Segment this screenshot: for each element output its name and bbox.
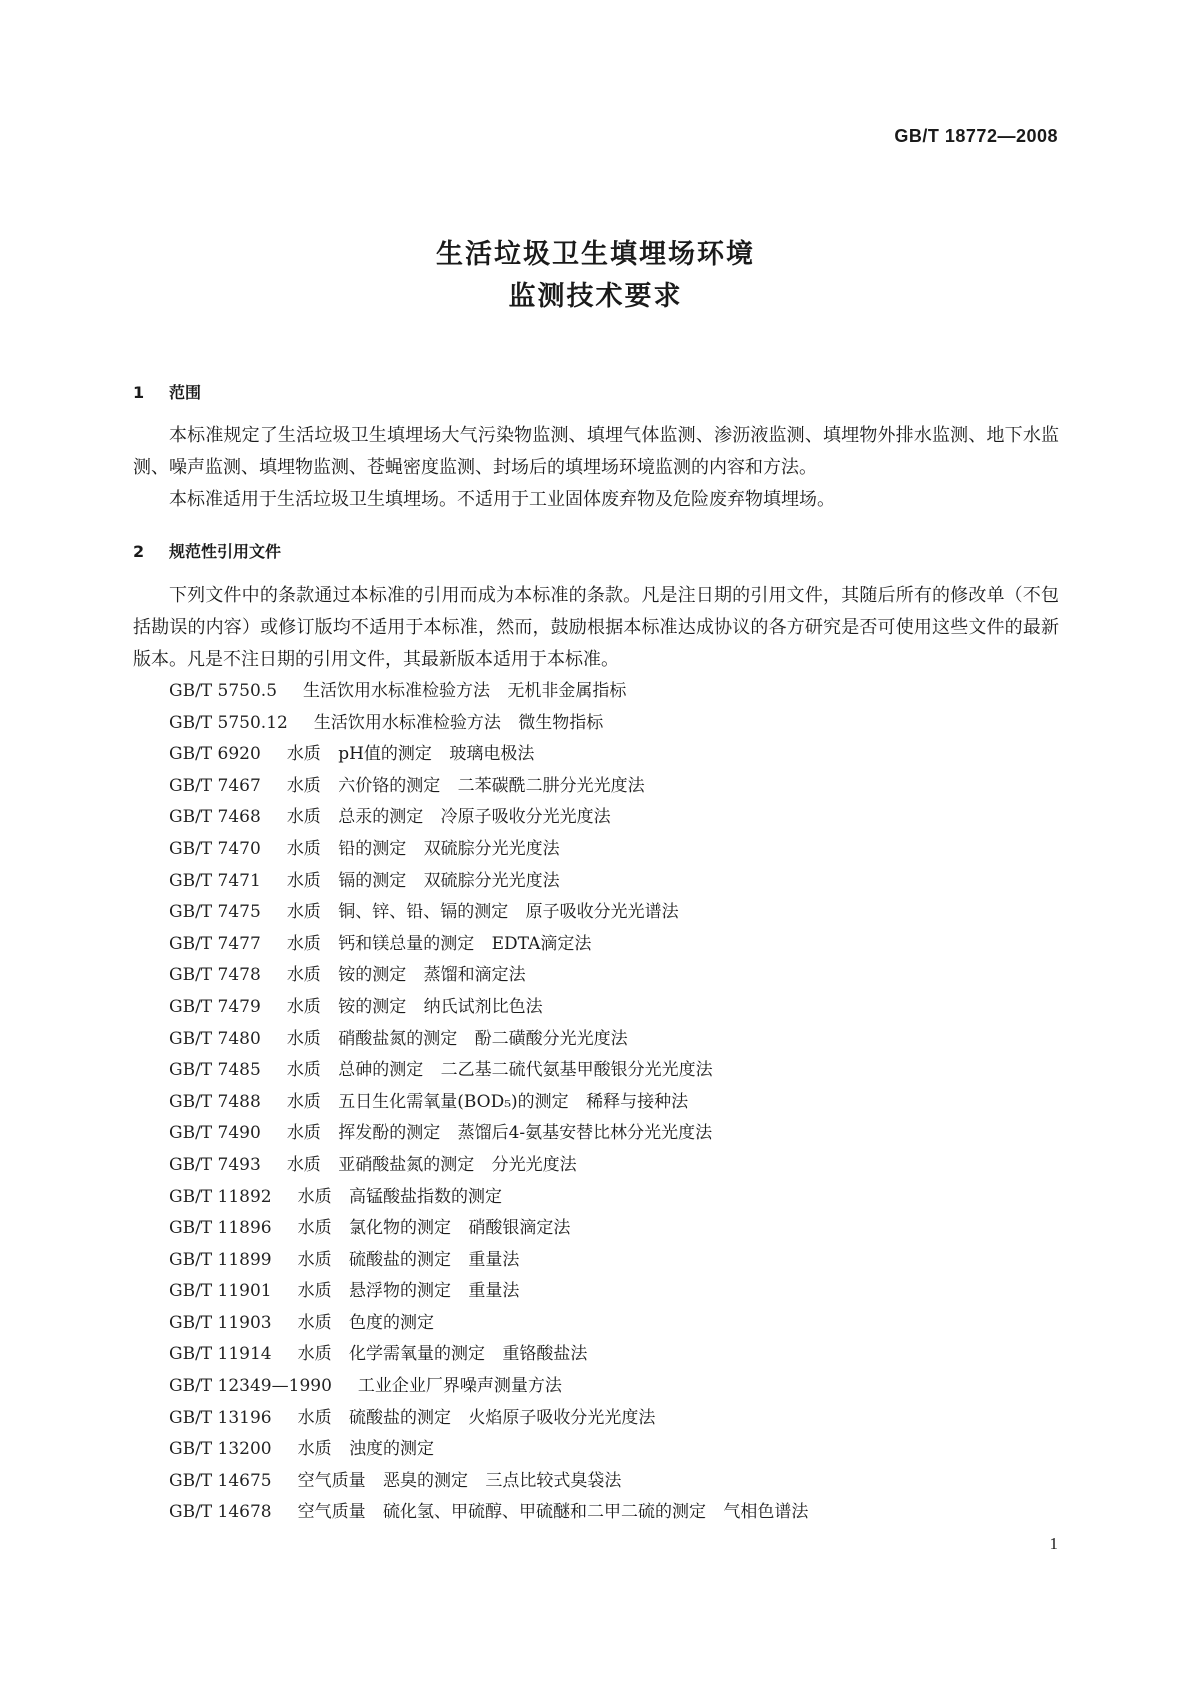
reference-item [169, 1118, 808, 1150]
reference-item [169, 992, 808, 1024]
reference-item [169, 1276, 808, 1308]
reference-code: GB/T 11914 [169, 1344, 272, 1365]
reference-item [169, 1308, 808, 1340]
reference-item [169, 1150, 808, 1182]
reference-title: 水质 总汞的测定 冷原子吸收分光光度法 [286, 807, 611, 828]
reference-title: 空气质量 硫化氢、甲硫醇、甲硫醚和二甲二硫的测定 气相色谱法 [297, 1502, 809, 1523]
reference-code: GB/T 11899 [169, 1249, 272, 1270]
reference-title: 水质 六价铬的测定 二苯碳酰二肼分光光度法 [286, 775, 645, 796]
section-number: 2 [133, 542, 145, 561]
reference-item [169, 1245, 808, 1277]
reference-item [169, 739, 808, 771]
reference-item [169, 771, 808, 803]
reference-code: GB/T 7467 [169, 775, 261, 796]
references-intro-paragraph: 下列文件中的条款通过本标准的引用而成为本标准的条款。凡是注日期的引用文件，其随后所有的修改单（不包括勘误的内容）或修订版均不适用于本标准，然而，鼓励根据本标准达成协议的各方研究是否可使用这些文件的最新版本。凡是不注日期的引用文件，其最新版本适用于本标准。 [133, 585, 1059, 670]
reference-code: GB/T 6920 [169, 744, 261, 765]
reference-title: 水质 化学需氧量的测定 重铬酸盐法 [297, 1344, 588, 1365]
reference-item [169, 1466, 808, 1498]
reference-title: 水质 铵的测定 纳氏试剂比色法 [286, 996, 543, 1017]
reference-title: 水质 铜、锌、铅、镉的测定 原子吸收分光光谱法 [286, 902, 679, 923]
reference-title: 空气质量 恶臭的测定 三点比较式臭袋法 [297, 1470, 622, 1491]
scope-paragraph-2: 本标准适用于生活垃圾卫生填埋场。不适用于工业固体废弃物及危险废弃物填埋场。 [169, 489, 835, 510]
reference-list [169, 676, 808, 1529]
reference-item [169, 802, 808, 834]
reference-title: 水质 硫酸盐的测定 重量法 [297, 1249, 520, 1270]
section-number: 1 [133, 383, 145, 402]
reference-code: GB/T 7490 [169, 1123, 261, 1144]
reference-code: GB/T 11896 [169, 1218, 272, 1239]
reference-item [169, 1182, 808, 1214]
reference-title: 工业企业厂界噪声测量方法 [357, 1376, 562, 1397]
section-heading-normative-references [133, 539, 281, 562]
reference-item [169, 1055, 808, 1087]
reference-item [169, 708, 808, 740]
reference-item [169, 1024, 808, 1056]
reference-code: GB/T 11903 [169, 1312, 272, 1333]
reference-code: GB/T 12349—1990 [169, 1376, 332, 1397]
reference-item [169, 897, 808, 929]
reference-code: GB/T 7468 [169, 807, 261, 828]
reference-item [169, 1371, 808, 1403]
reference-title: 生活饮用水标准检验方法 无机非金属指标 [303, 681, 627, 701]
reference-code: GB/T 7477 [169, 933, 261, 954]
reference-title: 水质 氯化物的测定 硝酸银滴定法 [297, 1218, 571, 1239]
reference-code: GB/T 7479 [169, 996, 261, 1017]
reference-item [169, 1497, 808, 1529]
reference-item [169, 1339, 808, 1371]
reference-item [169, 1087, 808, 1119]
reference-code: GB/T 5750.5 [169, 681, 278, 701]
reference-code: GB/T 7493 [169, 1154, 261, 1175]
reference-code: GB/T 7480 [169, 1028, 261, 1049]
reference-item [169, 1403, 808, 1435]
reference-code: GB/T 11892 [169, 1186, 272, 1207]
reference-item [169, 1434, 808, 1466]
reference-title: 水质 五日生化需氧量(BOD₅)的测定 稀释与接种法 [286, 1091, 689, 1112]
reference-code: GB/T 7471 [169, 870, 261, 891]
reference-code: GB/T 7475 [169, 902, 261, 923]
standard-code: GB/T 18772—2008 [894, 126, 1058, 146]
section-title: 规范性引用文件 [169, 542, 282, 561]
reference-title: 水质 浊度的测定 [297, 1439, 435, 1460]
reference-title: 水质 铵的测定 蒸馏和滴定法 [286, 965, 526, 986]
reference-item [169, 676, 808, 708]
reference-title: 水质 亚硝酸盐氮的测定 分光光度法 [286, 1154, 577, 1175]
reference-title: 水质 硫酸盐的测定 火焰原子吸收分光光度法 [297, 1407, 656, 1428]
reference-title: 水质 pH值的测定 玻璃电极法 [286, 744, 535, 765]
reference-code: GB/T 13196 [169, 1407, 272, 1428]
reference-code: GB/T 7488 [169, 1091, 261, 1112]
reference-code: GB/T 7470 [169, 838, 261, 859]
reference-title: 生活饮用水标准检验方法 微生物指标 [313, 712, 604, 733]
reference-title: 水质 高锰酸盐指数的测定 [297, 1186, 503, 1207]
reference-code: GB/T 7485 [169, 1060, 261, 1081]
reference-title: 水质 镉的测定 双硫腙分光光度法 [286, 870, 560, 891]
reference-code: GB/T 5750.12 [169, 712, 288, 733]
reference-title: 水质 硝酸盐氮的测定 酚二磺酸分光光度法 [286, 1028, 628, 1049]
reference-code: GB/T 13200 [169, 1439, 272, 1460]
scope-paragraph-1: 本标准规定了生活垃圾卫生填埋场大气污染物监测、填埋气体监测、渗沥液监测、填埋物外排水监测、地下水监测、噪声监测、填埋物监测、苍蝇密度监测、封场后的填埋场环境监测的内容和方法。 [133, 425, 1059, 478]
section-title: 范围 [169, 383, 202, 402]
reference-code: GB/T 11901 [169, 1281, 272, 1302]
section-heading-scope [133, 380, 201, 403]
reference-code: GB/T 14675 [169, 1470, 272, 1491]
reference-title: 水质 总砷的测定 二乙基二硫代氨基甲酸银分光光度法 [286, 1060, 713, 1081]
page-number: 1 [1049, 1534, 1058, 1553]
document-title-line2: 监测技术要求 [508, 281, 683, 312]
reference-code: GB/T 7478 [169, 965, 261, 986]
reference-title: 水质 色度的测定 [297, 1312, 435, 1333]
reference-title: 水质 铅的测定 双硫腙分光光度法 [286, 838, 560, 859]
reference-item [169, 834, 808, 866]
reference-item [169, 866, 808, 898]
reference-title: 水质 悬浮物的测定 重量法 [297, 1281, 520, 1302]
reference-item [169, 960, 808, 992]
reference-code: GB/T 14678 [169, 1502, 272, 1523]
reference-title: 水质 挥发酚的测定 蒸馏后4-氨基安替比林分光光度法 [286, 1123, 713, 1144]
document-title-line1: 生活垃圾卫生填埋场环境 [436, 239, 755, 270]
reference-item [169, 929, 808, 961]
reference-title: 水质 钙和镁总量的测定 EDTA滴定法 [286, 933, 592, 954]
reference-item [169, 1213, 808, 1245]
